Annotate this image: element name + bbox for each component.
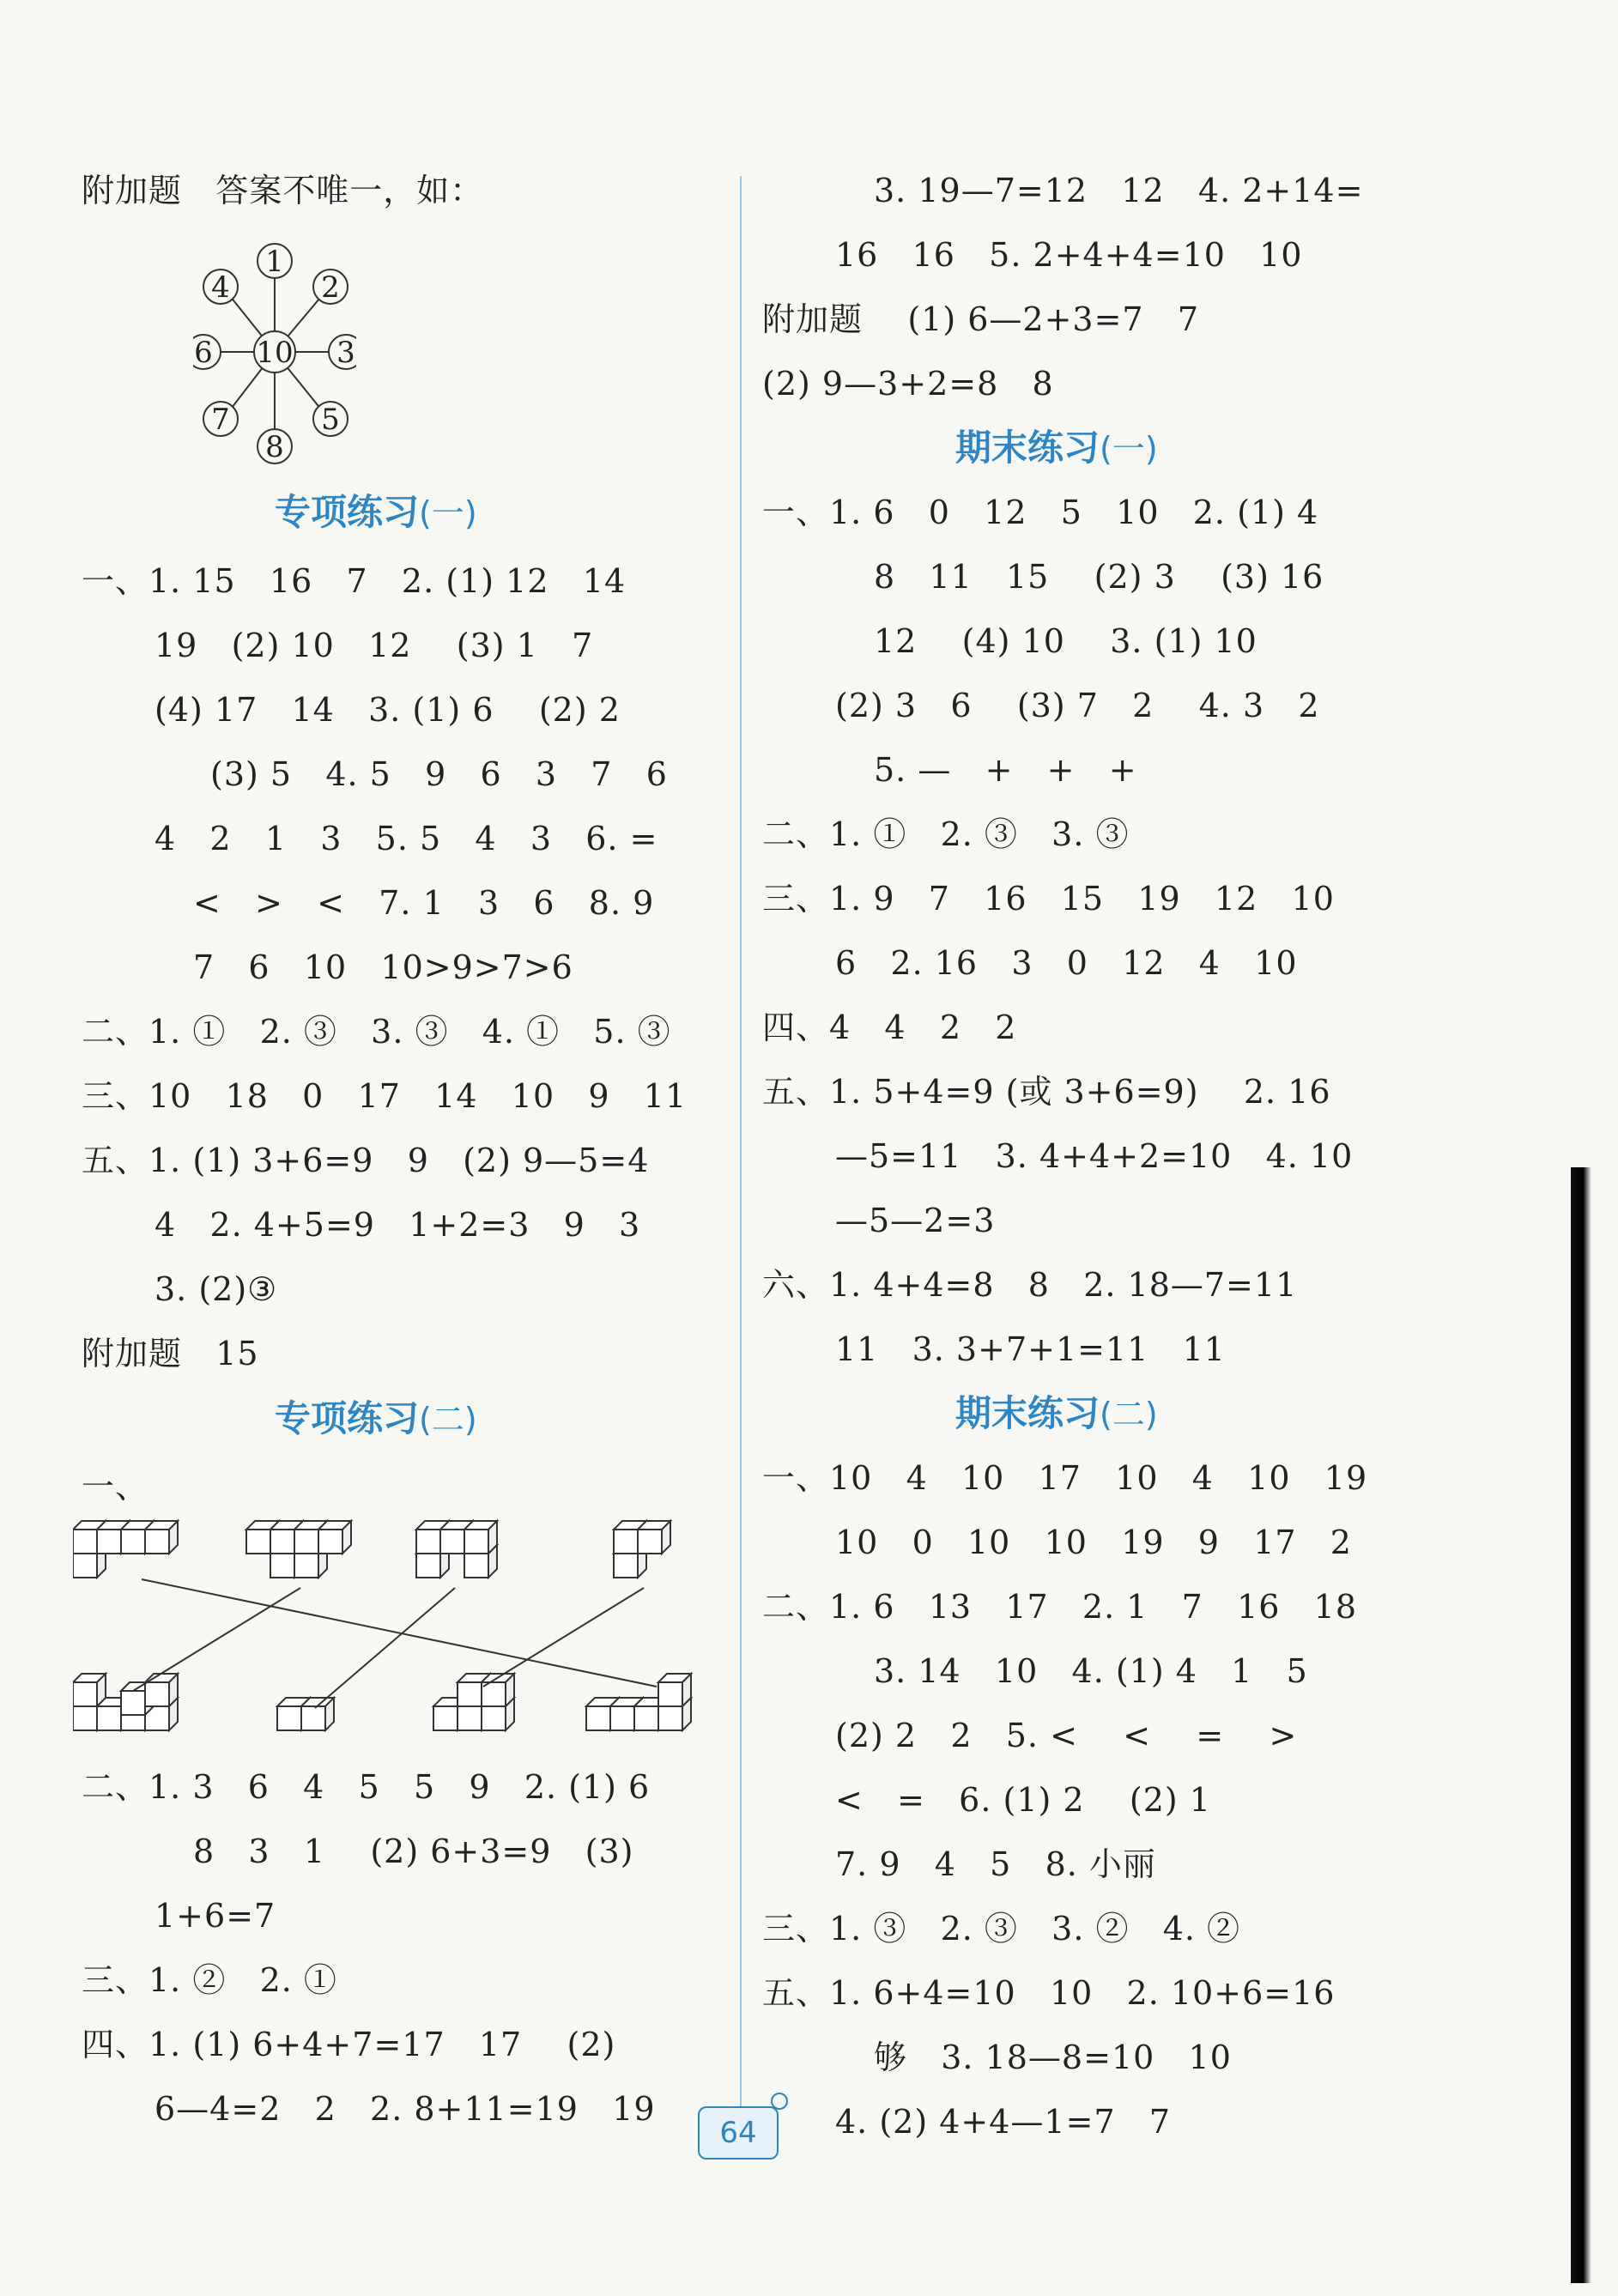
- answer-line: 五、1. 5+4=9 (或 3+6=9) 2. 16: [762, 1073, 1331, 1111]
- answer-line: 三、1. 9 7 16 15 19 12 10: [762, 880, 1335, 918]
- flower-petal: 4: [211, 270, 230, 305]
- answer-line: 五、1. 6+4=10 10 2. 10+6=16: [762, 1974, 1336, 2012]
- flower-petal: 2: [321, 270, 340, 305]
- answer-line: < = 6. (1) 2 (2) 1: [835, 1781, 1211, 1819]
- page-number: 64: [698, 2106, 779, 2160]
- section-heading-title: 专项练习: [275, 1397, 420, 1439]
- answer-line: 附加题 15: [82, 1335, 259, 1372]
- flower-center: 10: [256, 336, 294, 370]
- cube-shape-e: [73, 1674, 178, 1730]
- cube-shape-g: [433, 1674, 514, 1730]
- number-flower-diagram: [193, 232, 356, 481]
- cube-shape-f: [277, 1698, 334, 1730]
- answer-line: (3) 5 4. 5 9 6 3 7 6: [210, 755, 668, 793]
- answer-line: 一、10 4 10 17 10 4 10 19: [762, 1459, 1368, 1497]
- section-heading-number: (二): [419, 1401, 477, 1439]
- answer-line: 19 (2) 10 12 (3) 1 7: [155, 627, 594, 664]
- answer-line: 四、4 4 2 2: [762, 1009, 1017, 1046]
- answer-line: 10 0 10 10 19 9 17 2: [835, 1524, 1352, 1561]
- answer-line: 三、1. ② 2. ①: [82, 1961, 337, 1999]
- apple-icon: [771, 2093, 788, 2110]
- answer-line: (2) 3 6 (3) 7 2 4. 3 2: [835, 687, 1320, 724]
- section-heading-title: 期末练习: [955, 427, 1100, 469]
- scan-shadow-edge: [1571, 1167, 1591, 2283]
- answer-line: 16 16 5. 2+4+4=10 10: [835, 236, 1303, 274]
- answer-line: 三、10 18 0 17 14 10 9 11: [82, 1077, 688, 1115]
- cube-shape-d: [614, 1521, 670, 1578]
- answer-line: 一、1. 6 0 12 5 10 2. (1) 4: [762, 494, 1319, 531]
- flower-petal: 5: [321, 403, 340, 437]
- answer-line: 12 (4) 10 3. (1) 10: [874, 622, 1257, 660]
- cube-matching-figure: [73, 1511, 708, 1742]
- column-divider: [740, 176, 742, 2133]
- section-heading-title: 专项练习: [275, 491, 420, 533]
- section-heading-title: 期末练习: [955, 1392, 1100, 1434]
- answer-line: 一、1. 15 16 7 2. (1) 12 14: [82, 562, 627, 600]
- answer-line: 4 2 1 3 5. 5 4 3 6. =: [155, 820, 658, 857]
- cube-shape-b: [246, 1521, 351, 1578]
- flower-petal: 7: [211, 403, 230, 437]
- answer-line: 二、1. 3 6 4 5 5 9 2. (1) 6: [82, 1768, 651, 1806]
- answer-line: 二、1. ① 2. ③ 3. ③ 4. ① 5. ③: [82, 1013, 671, 1051]
- flower-petal: 3: [336, 336, 355, 370]
- matching-lines: [133, 1579, 657, 1708]
- answer-line: 四、1. (1) 6+4+7=17 17 (2): [82, 2026, 616, 2063]
- cube-shape-c: [416, 1521, 497, 1578]
- answer-line: < > < 7. 1 3 6 8. 9: [193, 884, 655, 922]
- answer-line: 8 11 15 (2) 3 (3) 16: [874, 558, 1324, 596]
- answer-line: —5=11 3. 4+4+2=10 4. 10: [835, 1137, 1354, 1175]
- section-heading: [955, 427, 1158, 470]
- answer-line: 三、1. ③ 2. ③ 3. ② 4. ②: [762, 1910, 1241, 1948]
- answer-line: 一、: [82, 1468, 149, 1505]
- answer-line: 7. 9 4 5 8. 小丽: [835, 1845, 1156, 1883]
- answer-line: 8 3 1 (2) 6+3=9 (3): [193, 1833, 634, 1870]
- section-heading: [955, 1392, 1158, 1436]
- answer-line: 6—4=2 2 2. 8+11=19 19: [155, 2090, 656, 2128]
- answer-line: 4 2. 4+5=9 1+2=3 9 3: [155, 1206, 641, 1244]
- answer-line: 11 3. 3+7+1=11 11: [835, 1330, 1226, 1368]
- answer-line: 够 3. 18—8=10 10: [874, 2039, 1232, 2076]
- answer-line: 5. — + + +: [874, 751, 1137, 789]
- answer-line: 3. 14 10 4. (1) 4 1 5: [874, 1652, 1308, 1690]
- section-heading-number: (一): [1100, 430, 1158, 468]
- answer-line: 附加题 答案不唯一，如：: [82, 172, 484, 209]
- answer-line: 附加题 (1) 6—2+3=7 7: [762, 300, 1200, 338]
- answer-line: 7 6 10 10>9>7>6: [193, 948, 573, 986]
- section-heading: [275, 1397, 477, 1441]
- answer-line: 4. (2) 4+4—1=7 7: [835, 2103, 1172, 2141]
- answer-line: 6 2. 16 3 0 12 4 10: [835, 944, 1298, 982]
- answer-line: (2) 2 2 5. < < = >: [835, 1717, 1298, 1754]
- answer-line: 五、1. (1) 3+6=9 9 (2) 9—5=4: [82, 1142, 650, 1179]
- cube-shape-a: [73, 1521, 178, 1578]
- section-heading: [275, 491, 477, 535]
- answer-line: 二、1. ① 2. ③ 3. ③: [762, 815, 1130, 853]
- answer-line: (4) 17 14 3. (1) 6 (2) 2: [155, 691, 621, 729]
- answer-line: (2) 9—3+2=8 8: [762, 365, 1054, 403]
- answer-line: 二、1. 6 13 17 2. 1 7 16 18: [762, 1588, 1358, 1626]
- section-heading-number: (一): [419, 494, 477, 532]
- flower-petal: 8: [265, 430, 284, 464]
- flower-petal: 1: [265, 245, 284, 279]
- answer-line: 3. 19—7=12 12 4. 2+14=: [874, 172, 1364, 209]
- answer-line: —5—2=3: [835, 1202, 996, 1239]
- answer-line: 3. (2)③: [155, 1270, 278, 1308]
- answer-line: 1+6=7: [155, 1897, 276, 1935]
- answer-line: 六、1. 4+4=8 8 2. 18—7=11: [762, 1266, 1298, 1304]
- section-heading-number: (二): [1100, 1396, 1158, 1433]
- flower-petal: 6: [194, 336, 213, 370]
